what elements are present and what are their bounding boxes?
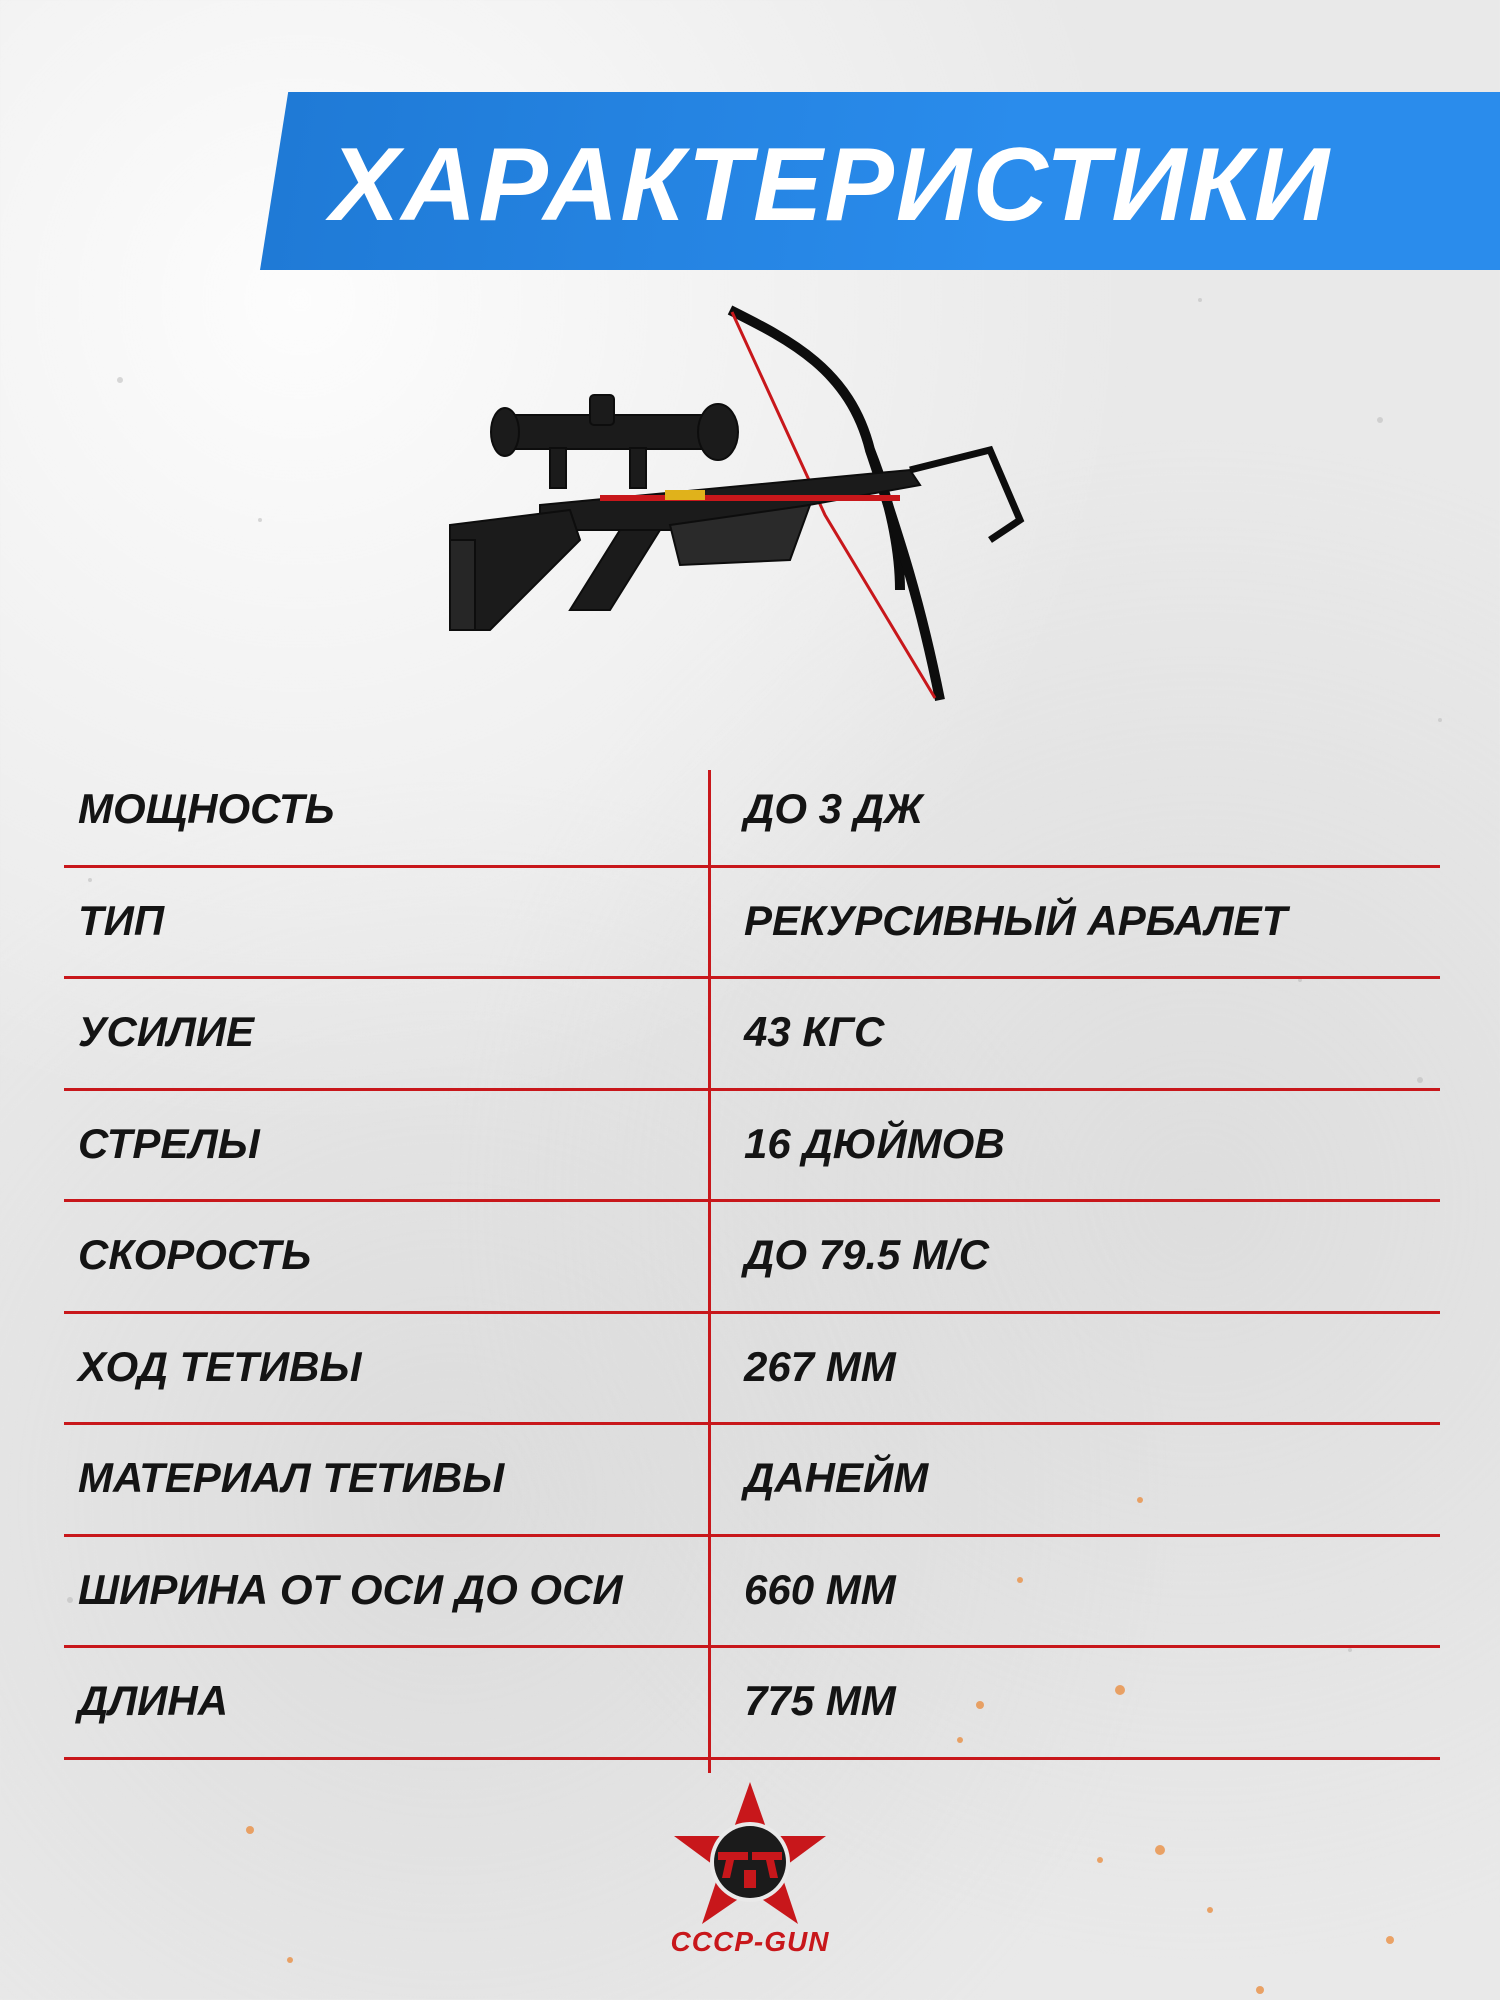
- column-divider: [708, 770, 711, 1773]
- spec-row-arrows: [64, 1091, 1440, 1203]
- spec-name: ХОД ТЕТИВЫ: [78, 1342, 362, 1390]
- specs-table: [64, 756, 1440, 1760]
- spec-value: ДО 3 ДЖ: [744, 785, 923, 832]
- brand-logo: [668, 1778, 832, 1968]
- spec-value: 16 ДЮЙМОВ: [744, 1119, 1005, 1167]
- spec-name: ТИП: [78, 896, 165, 944]
- spec-name: СКОРОСТЬ: [78, 1231, 312, 1278]
- spec-name: СТРЕЛЫ: [78, 1119, 260, 1167]
- spec-name: ДЛИНА: [78, 1677, 229, 1724]
- spec-name: УСИЛИЕ: [78, 1008, 255, 1055]
- page-title: ХАРАКТЕРИСТИКИ: [330, 127, 1331, 243]
- spec-value: 43 КГС: [744, 1008, 885, 1055]
- spec-row-length: [64, 1648, 1440, 1760]
- spec-row-speed: [64, 1202, 1440, 1314]
- crossbow-image: [430, 300, 1090, 720]
- spec-value: РЕКУРСИВНЫЙ АРБАЛЕТ: [744, 896, 1288, 944]
- spec-value: ДАНЕЙМ: [744, 1454, 929, 1501]
- spec-name: МАТЕРИАЛ ТЕТИВЫ: [78, 1454, 505, 1501]
- spec-value: 660 ММ: [744, 1565, 896, 1613]
- spec-name: ШИРИНА ОТ ОСИ ДО ОСИ: [78, 1565, 623, 1613]
- spec-row-draw-weight: [64, 979, 1440, 1091]
- spec-row-string-material: [64, 1425, 1440, 1537]
- spec-value: 267 ММ: [744, 1342, 896, 1390]
- spec-row-power-stroke: [64, 1314, 1440, 1426]
- spec-row-power: [64, 756, 1440, 868]
- star-pistols-logo-icon: [668, 1778, 832, 1928]
- spec-row-axle-width: [64, 1537, 1440, 1649]
- spec-value: 775 ММ: [744, 1677, 896, 1724]
- logo-text: СССР-GUN: [670, 1926, 830, 1957]
- spec-row-type: [64, 868, 1440, 980]
- spec-value: ДО 79.5 М/С: [744, 1231, 990, 1278]
- spec-name: МОЩНОСТЬ: [78, 785, 335, 832]
